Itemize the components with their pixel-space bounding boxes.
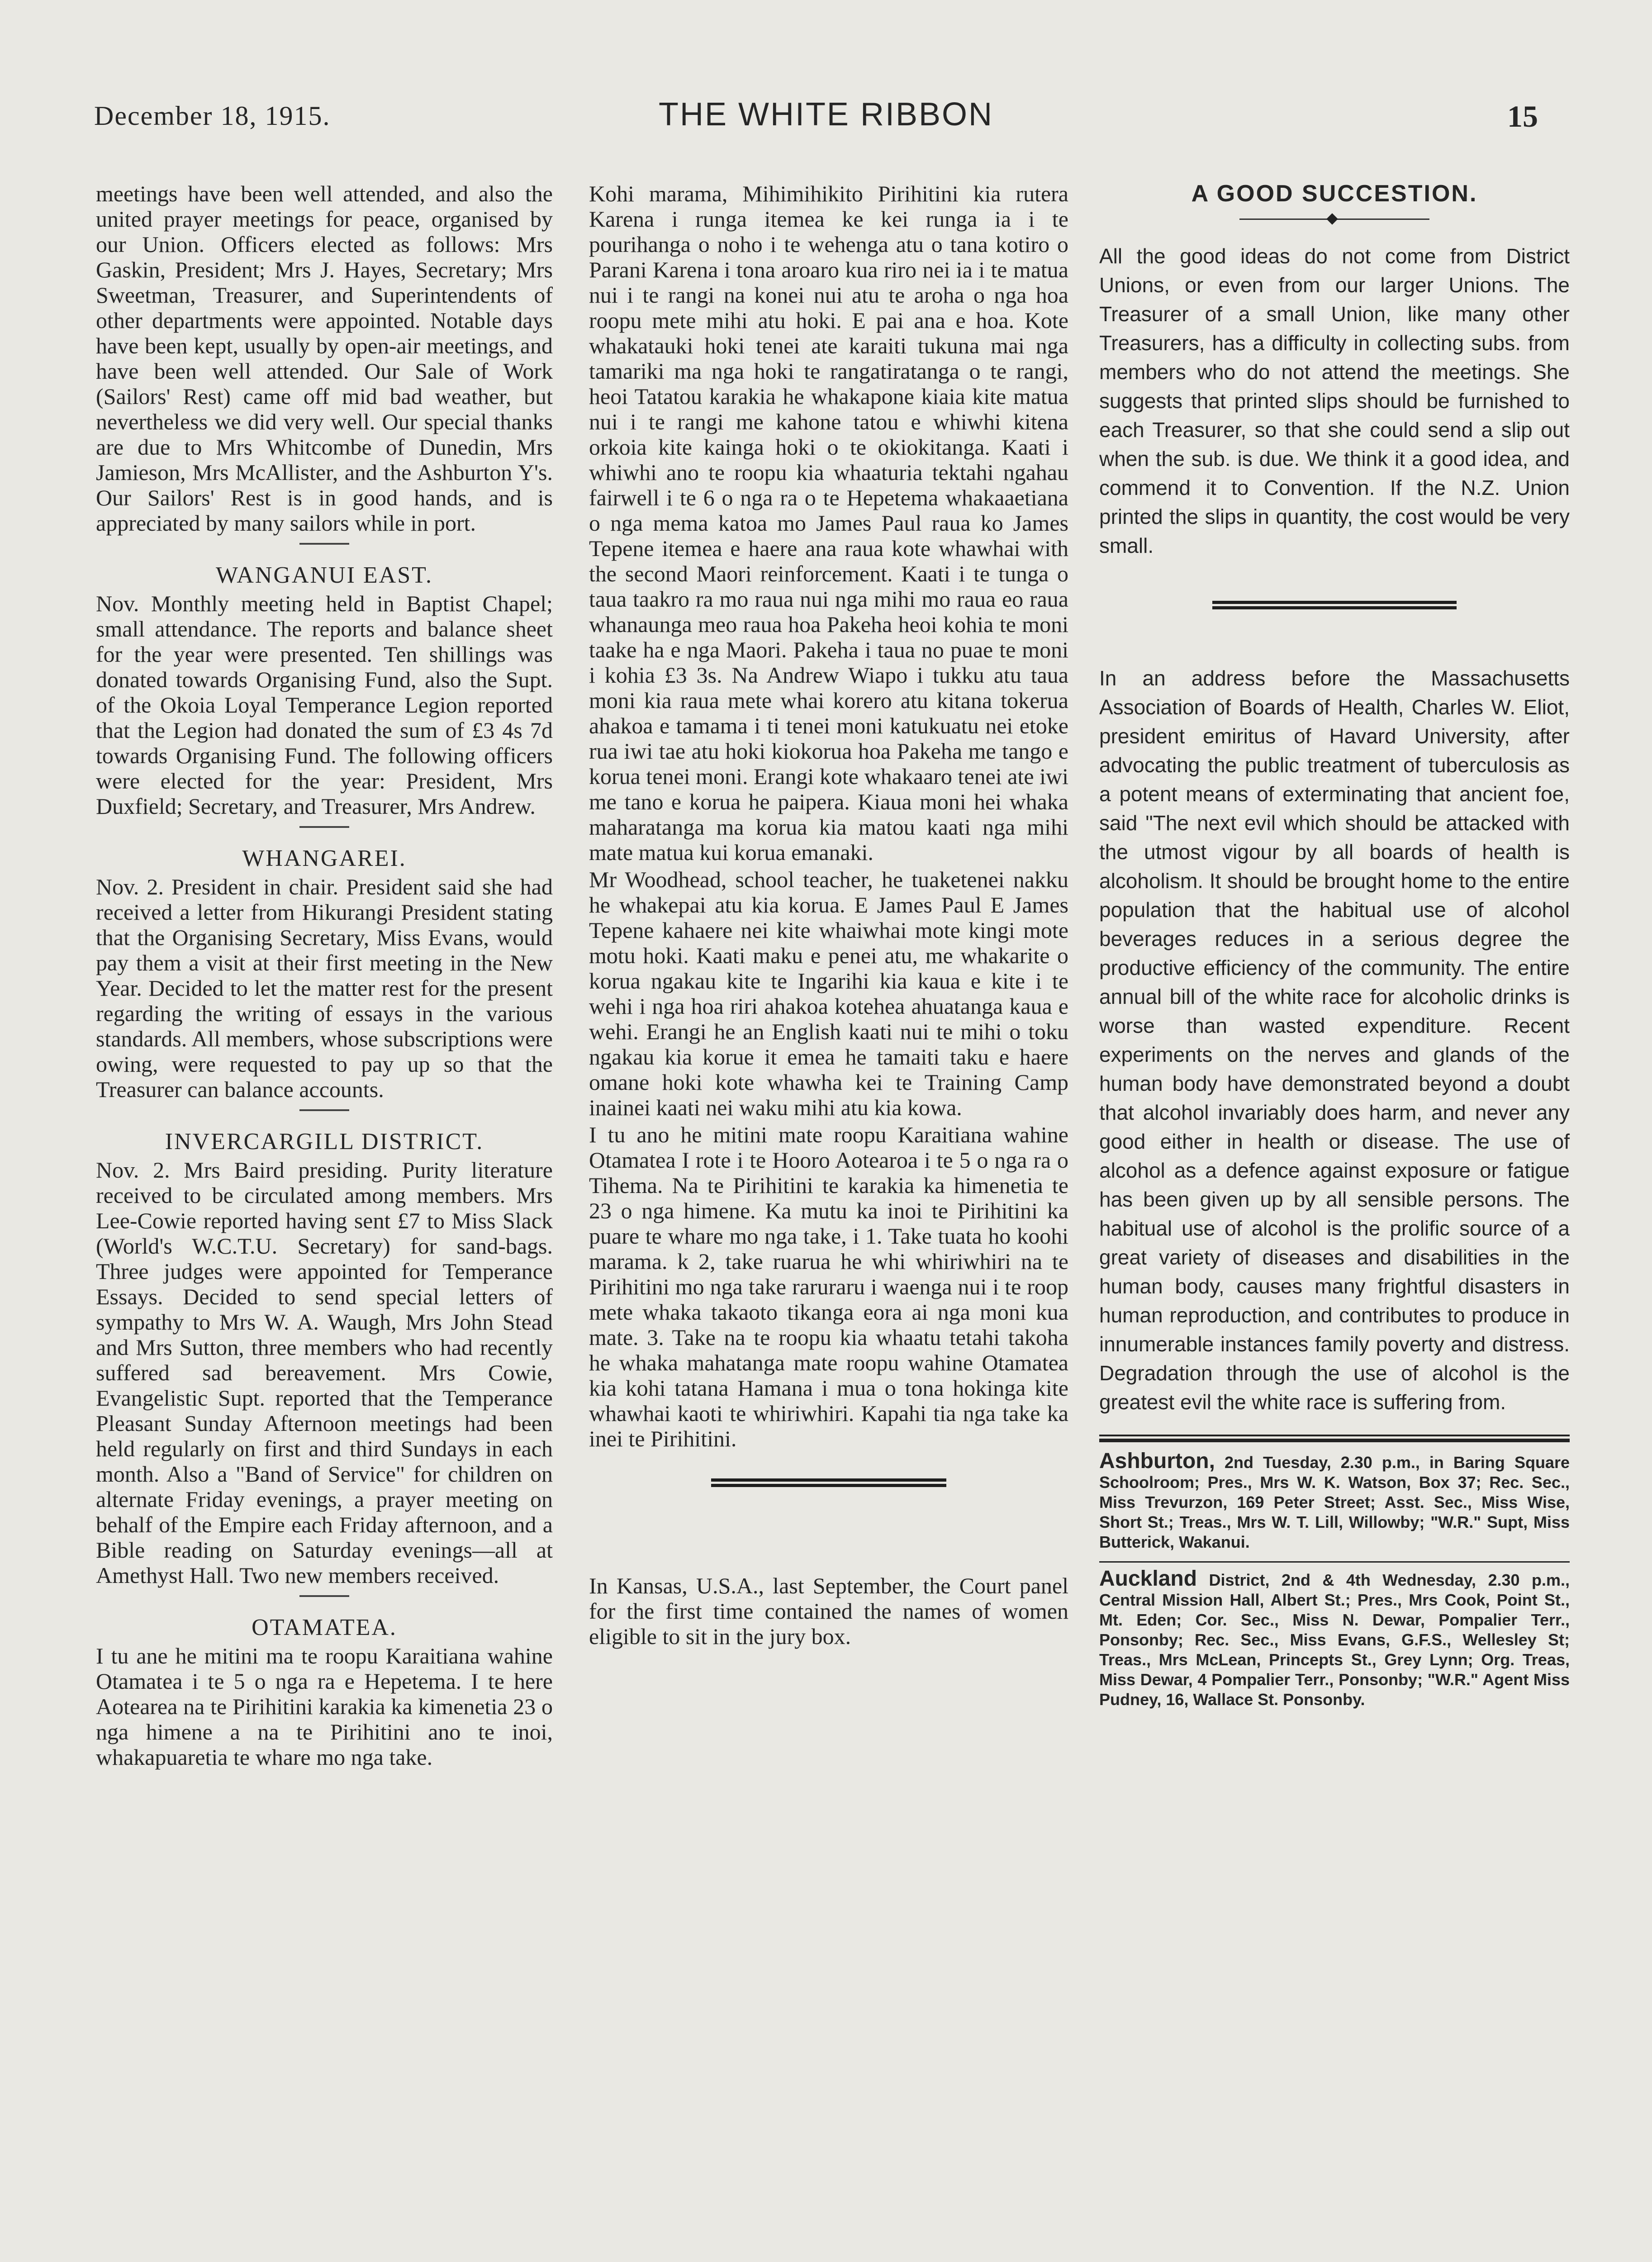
divider: [299, 1595, 349, 1597]
directory-entry-auckland: [1099, 1569, 1570, 1710]
column-middle: [589, 181, 1068, 1651]
header-page-number: 15: [1507, 99, 1538, 133]
page-header: [0, 96, 1652, 146]
article-continuation: meetings have been well attended, and also the united prayer meetings for peace, organised by our Union. Officers elected as follows: Mrs Gaskin, President; Mrs J. Hayes, Secretary; Mrs Sweetman, Treasurer, and Superintendents of other departments were appointed. Notable days have been kept, usually by open-air meetings, and have been well attended. Our Sale of Work (Sailors' Rest) came off mid bad weather, but nevertheless we did very well. Our special thanks are due to Mrs Whitcombe of Dunedin, Mrs Jamieson, Mrs McAllister, and the Ashburton Y's. Our Sailors' Rest is in good hands, and is appreciated by many sailors while in port.: [96, 181, 553, 536]
maori-report-paragraph-1: Kohi marama, Mihimihikito Pirihitini kia rutera Karena i runga itemea ke kei runga ia i te pourihanga o noho i te wehenga atu o tana kotiro o Parani Karena i tona aroaro kua riro nei ia i te matua nui i te rangi na konei nui atu te aroha o nga hoa roopu mete mihi atu hoki. E pai ana e hoa. Kote whakatauki hoki tenei ate karaiti tukuna mai nga tamariki ma nga hoki te rangatiratanga o te rangi, heoi Tatatou karakia he whakapone kiaia kite matua nui i te rangi me kahone tatou e whiwhi kitena orkoia kite kainga hoki o te okiokitanga. Kaati i whiwhi ano te roopu kia whaaturia tektahi ngahau fairwell i te 6 o nga ra o te Hepetema whakaaetiana o nga mema katoa mo James Paul raua ko James Tepene itemea e haere ana raua kote whawhai with the second Maori reinforcement. Kaati i te tunga o taua taakro ra mo raua nui nga mihi mo raua eo raua whanaunga meo raua hoa Pakeha heoi kohia te moni taake ha e nga Maori. Pakeha i taua no puae te moni i kohia £3 3s. Na Andrew Wiapo i tukku atu taua moni kia raua mete whai korero atu kitana tokerua ahakoa e tamama i ti tenei moni katukuatu nei etoke rua iwi tae atu hoki kiokorua hoa Pakeha me tango e korua tenei moni. Erangi kote whakaaro tenei ate iwi me tano e korua he paipera. Kiaua moni hei whaka maharatanga ma korua kia matou kaati nga mihi mate matua kui korua emanaki.: [589, 181, 1068, 865]
double-rule: [1099, 1435, 1570, 1442]
column-right: [1099, 181, 1570, 1719]
eliot-address-text: In an address before the Massachusetts Association of Boards of Health, Charles W. Eliot, president emiritus of Havard University, after advocating the public treatment of tuberculosis as a potent means of exterminating that ancient foe, said "The next evil which should be attacked with the utmost vigour by all boards of health is alcoholism. It should be brought home to the entire population that the habitual use of alcohol beverages reduces in a serious degree the productive efficiency of the community. The entire annual bill of the white race for alcoholic drinks is worse than wasted expenditure. Recent experiments on the nerves and glands of the human body have demonstrated beyond a doubt that alcohol invariably does harm, and never any good either in health or disease. The use of alcohol as a defence against exposure or fatigue has been given up by all sensible persons. The habitual use of alcohol is the prolific source of a great variety of diseases and disabilities in the human body, causes many frightful disasters in human reproduction, and contributes to produce in innumerable instances family poverty and distress. Degradation through the use of alcohol is the greatest evil the white race is suffering from.: [1099, 666, 1570, 1414]
maori-report-paragraph-3: I tu ano he mitini mate roopu Karaitiana wahine Otamatea I rote i te Hooro Aotearoa i te 5 o nga ra o Tihema. Na te Pirihitini te karakia ka himenetia te 23 o nga himene. Ka mutu ka inoi te Pirihitini ka puare te whare mo nga take, i 1. Take tuata ho koohi marama. k 2, take ruarua he whi whiriwhiri na te Pirihitini mo nga take raruraru i waenga nui i te roop mete whaka takaoto tikanga eora ai nga moni kua mate. 3. Take na te roopu kia whaatu tetahi takoha he whaka mahatanga mate roopu wahine Otamatea kia kohi tatana Hamana i mua o tona hokinga kite whawhai kaoti te whiriwhiri. Kapahi tia nga take ka inei te Pirihitini.: [589, 1122, 1068, 1451]
section-heading-invercargill: INVERCARGILL DISTRICT.: [165, 1129, 484, 1155]
divider: [299, 826, 349, 828]
section-divider: [711, 1478, 946, 1487]
directory-entry-ashburton: [1099, 1451, 1570, 1552]
section-heading-wanganui: WANGANUI EAST.: [215, 562, 433, 588]
section-heading-otamatea: OTAMATEA.: [252, 1615, 397, 1640]
section-text-invercargill: Nov. 2. Mrs Baird presiding. Purity literature received to be circulated among members. Mrs Lee-Cowie reported having sent £7 to Miss Slack (World's W.C.T.U. Secretary) for sand-bags. Three judges were appointed for Temperance Essays. Decided to send special letters of sympathy to Mrs W. A. Waugh, Mrs John Stead and Mrs Sutton, three members who had recently suffered sad bereavement. Mrs Cowie, Evangelistic Supt. reported that the Temperance Pleasant Sunday Afternoon meetings had been held regularly on first and third Sundays in each month. Also a "Band of Service" for children on alternate Friday evenings, a prayer meeting on behalf of the Empire each Friday afternoon, and a Bible reading on Saturday evenings—all at Amethyst Hall. Two new members received.: [96, 1157, 553, 1588]
header-title: THE WHITE RIBBON: [658, 96, 993, 133]
section-divider: [1212, 601, 1457, 609]
section-text-wanganui: Nov. Monthly meeting held in Baptist Chapel; small attendance. The reports and balance sheet for the year were presented. Ten shillings was donated towards Organising Fund, also the Supt. of the Okoia Loyal Temperance Legion reported that the Legion had donated the sum of £3 4s 7d towards Organising Fund. The following officers were elected for the year: President, Mrs Duxfield; Secretary, and Treasurer, Mrs Andrew.: [96, 591, 553, 819]
kansas-paragraph: In Kansas, U.S.A., last September, the Court panel for the first time contained the names of women eligible to sit in the jury box.: [589, 1573, 1068, 1649]
divider: [299, 1109, 349, 1111]
ornament-divider: [1239, 214, 1429, 223]
section-heading-whangarei: WHANGAREI.: [242, 846, 407, 871]
directory-text-auckland: District, 2nd & 4th Wednesday, 2.30 p.m., Central Mission Hall, Albert St.; Pres., Mrs Cook, Point St., Mt. Eden; Cor. Sec., Miss N. Dewar, Pompalier Terr., Ponsonby; Rec. Sec., Miss Evans, G.F.S., Wellesley St; Treas., Mrs McLean, Princepts St., Grey Lynn; Org. Treas, Miss Dewar, 4 Pompalier Terr., Ponsonby; "W.R." Agent Miss Pudney, 16, Wallace St. Ponsonby.: [1099, 1571, 1570, 1709]
header-date: December 18, 1915.: [94, 101, 331, 131]
directory-text-ashburton: 2nd Tuesday, 2.30 p.m., in Baring Square Schoolroom; Pres., Mrs W. K. Watson, Box 37; Rec. Sec., Miss Trevurzon, 169 Peter Street; Asst. Sec., Miss Wise, Short St.; Treas., Mrs W. T. Lill, Willowby; "W.R." Supt, Miss Butterick, Wakanui.: [1099, 1453, 1570, 1551]
directory-place-auckland: Auckland: [1099, 1567, 1197, 1591]
article-heading-succession: A GOOD SUCCESTION.: [1191, 181, 1478, 207]
directory-place-ashburton: Ashburton,: [1099, 1449, 1215, 1473]
section-text-whangarei: Nov. 2. President in chair. President said she had received a letter from Hikurangi President stating that the Organising Secretary, Miss Evans, would pay them a visit at their first meeting in the New Year. Decided to let the matter rest for the present regarding the writing of essays in the various standards. All members, whose subscriptions were owing, were requested to pay up so that the Treasurer can balance accounts.: [96, 874, 553, 1102]
divider: [299, 543, 349, 545]
succession-text: All the good ideas do not come from District Unions, or even from our larger Unions. The Treasurer of a small Union, like many other Treasurers, has a difficulty in collecting subs. from members who do not attend the meetings. She suggests that printed slips should be furnished to each Treasurer, so that she could send a slip out when the sub. is due. We think it a good idea, and commend it to Convention. If the N.Z. Union printed the slips in quantity, the cost would be very small.: [1099, 244, 1570, 557]
double-rule: [1099, 1561, 1570, 1563]
column-left: [96, 181, 553, 1772]
section-text-otamatea: I tu ane he mitini ma te roopu Karaitiana wahine Otamatea i te 5 o nga ra e Hepetema. I te here Aotearea na te Pirihitini karakia ka kimenetia 23 o nga himene a na te Pirihitini ano te inoi, whakapuaretia te whare mo nga take.: [96, 1643, 553, 1770]
maori-report-paragraph-2: Mr Woodhead, school teacher, he tuaketenei nakku he whakepai atu kia korua. E James Paul E James Tepene kahaere nei kite whaiwhai mote kingi mote motu hoki. Kaati maku e penei atu, me whakarite o korua ngakau kite te Ingarihi kia kaua e kite i te wehi i nga hoa riri ahakoa kotehea ahuatanga kaua e wehi. Erangi he an English kaati nui te mihi o toku ngakau kia korue it emea he tamaiti taku e haere omane hoki kote whawha kei te Training Camp inainei kaati nei waku mihi atu kia kowa.: [589, 867, 1068, 1120]
